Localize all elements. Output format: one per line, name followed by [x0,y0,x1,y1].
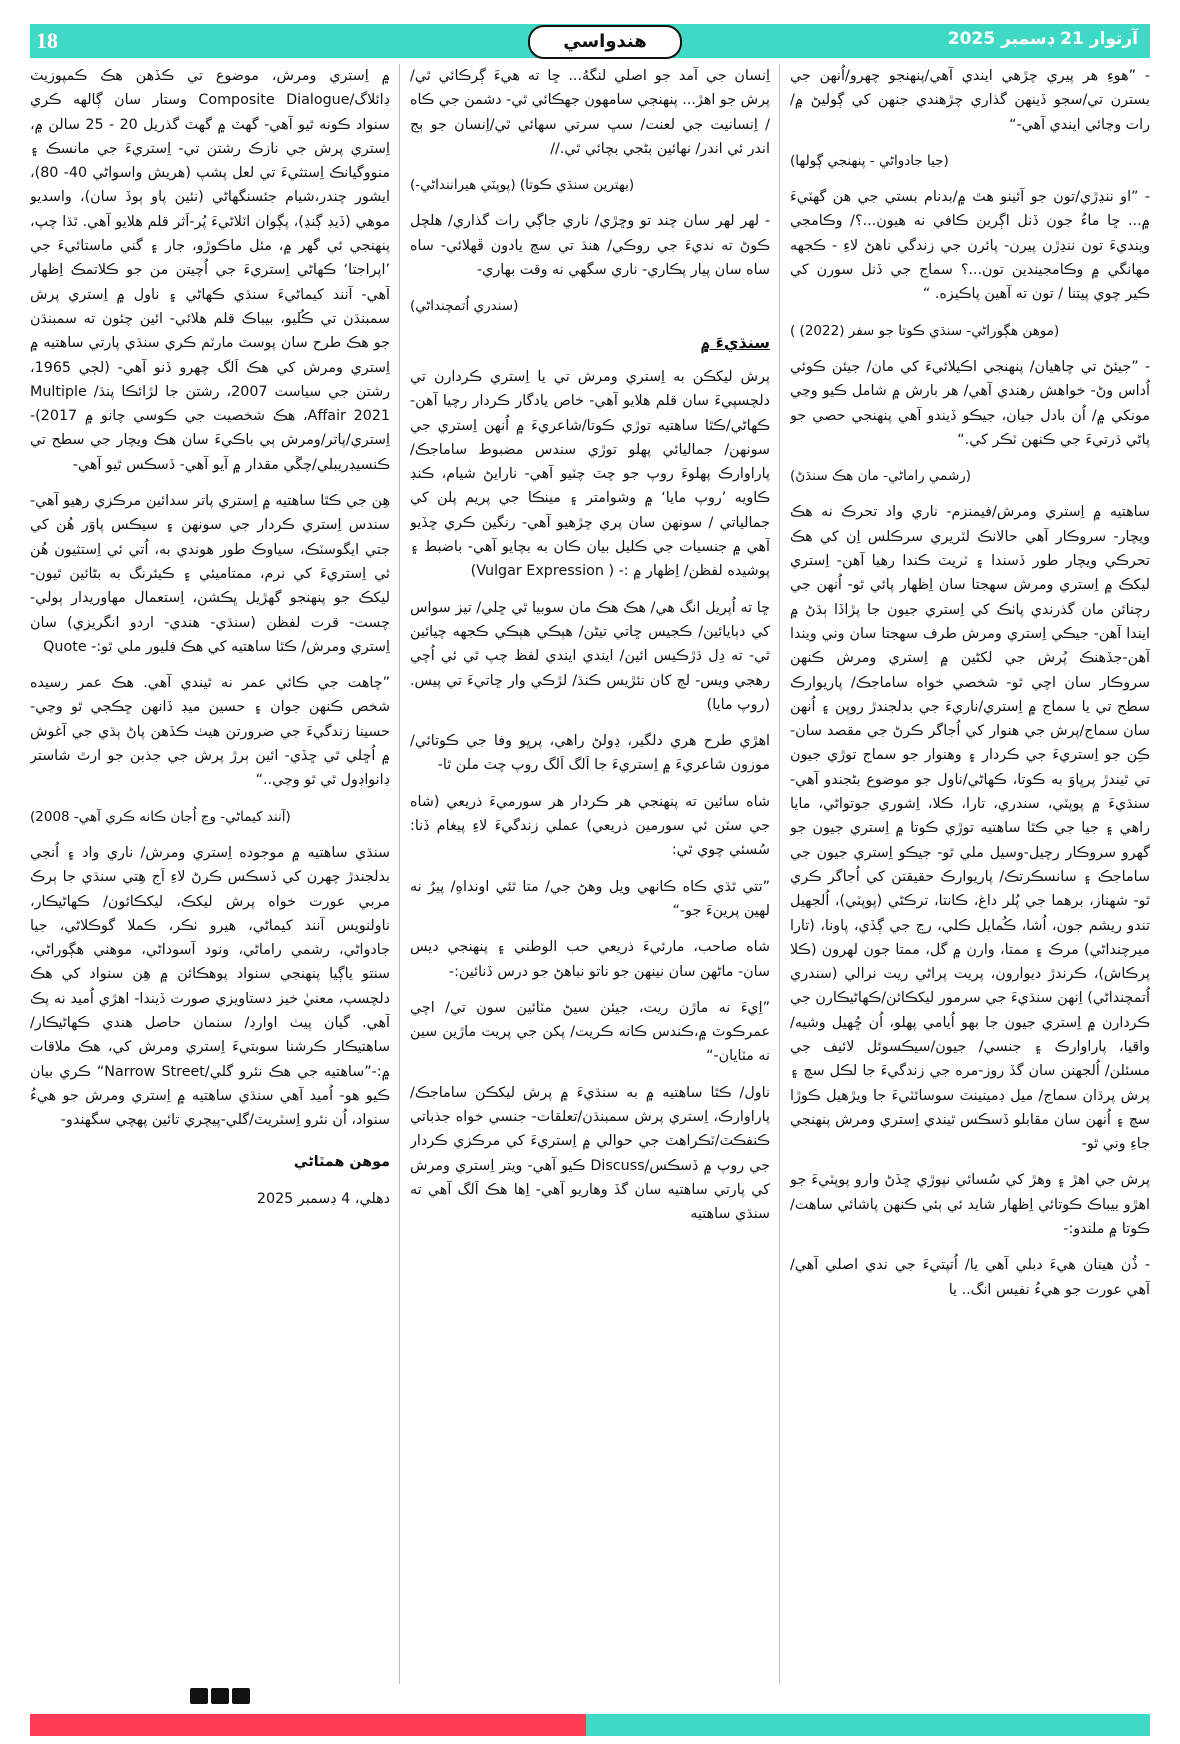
ornament-block [232,1688,250,1704]
column-right [790,64,1150,1684]
body-paragraph: اهڙي طرح هري دلگير، ڍولڻ راهي، پرڀو وفا جي ڪوتائي/ موزون شاعريءَ ۾ اِستريءَ جا اَلگ اَلگ روپ چٽ ملن ٿا- [410,733,770,774]
masthead-logo: هندواسي [528,25,682,59]
body-paragraph: هِن جي ڪٿا ساهتيه ۾ اِستري پاتر سدائين مرڪزي رهيو آهي- سندس اِستري ڪردار جي سونهن ۽ سيڪس پاوَر هُن کي جتي ايگوسٽڪ، سياوڪ طور هوندي به، اُتي ئي اِستثيون هُن ئي اِستريءَ کي نرم، ممتاميئي ۽ ڪيئرنگ به بڻائين ٿيون- ليکڪ جو پنهنجو گهڙيل ڀڪشن، اِستعمال مهاوريدار ٻولي- چست- قرت لفظن (سنڌي- هندي- اردو انگريزي) سان اِستري ومرش/ ڪٿا ساهتيه کي هڪ فليور ملي ٿو:- Quote [30,493,390,655]
poem-quote: - ”هوءِ هر پيري چڙهي ايندي آهي/پنهنجو چهرو/اُنهن جي بسترن تي/سجو ڏينهن گذاري چڙهندي جنهن کي ڳوليڻ ۾/رات وڃائي ايندي آهي-“ [790,68,1150,133]
column-divider [779,64,780,1684]
poem-quote: - ڏُن هينان هيءَ دبلي آهي يا/ اُتپتيءَ جي ندي اصلي آهي/ آهي عورت جو هيءُ نفيس انگ.. يا [790,1257,1150,1298]
column-middle [410,64,770,1684]
poem-quote: ڇا ته اُپريل انگ هي/ هڪ هڪ مان سوبيا ٿي ڇلي/ تيز سواس کي دٻايائين/ ڪجيس ڇاتي تيڻن/ هٻڪي هٻڪي ڪجهه چيائين ٿي- ته دِل ڌڙڪيس ائين/ ايندي ايندي لفظ چپ ٿي ئي اُچي رهجي ويس- لڄ کان نئڙيس ڪنڌ/ لڙڪي وار ڇاتيءَ تي پيس. (روپ مايا) [410,599,770,713]
body-paragraph: سنڌي ساهتيه ۾ موجوده اِستري ومرش/ ناري واد ۽ اُنجي بدلجندڙ چهرن کي ڏسڪس ڪرڻ لاءِ اَج هِتي سنڌي جا ٻرڪ مربي عورت خواه پرش ليکڪ، ليکڪائون/ ڪهاڻيڪار، ناولنويس آنند کيماڻي، هيرو ٺڪر، ڪملا گوڪلاڻي، جيا جادواڻي، رشمي راماڻي، ونود آسوداڻي، موهني هڳوراڻي، سنتو ياڳيا پنهنجي سنواد پوهڪائن ۾ هِن سنواد کي هڪ دلچسپ، معنيٰ خيز دستاويزي صورت ڏيندا- اهڙي اُميد نه پڪ آهي. گيان پيٺ اوارڊ/ سنمان حاصل هندي ڪهاڻيڪار/ ساهتيڪار ڪرشنا سوبتيءَ اِستري ومرش کي، هڪ ملاقات ۾:-”ساهتيه جي هڪ نئرو گلي/Narrow Street“ ڪري بيان ڪيو هو- اُميد آهي سنڌي ساهتيه ۾ اِستري ومرش جو هيءُ سنواد، اُن نئرو اِسٽريٽ/گلي-پيچري تائين پهچي سگهندو- [30,844,390,1129]
page-number: 18 [36,28,58,53]
ornament-block [211,1688,229,1704]
ornament-block [190,1688,208,1704]
quote-attribution: (رشمي راماڻي- مان هڪ سنڌڻ) [790,468,972,485]
poem-quote: - لهر لهر سان چند تو وڇڙي/ ناري جاڳي رات گذاري/ هلچل ڪوڻ ته نديءَ جي روڪي/ هنڌ تي سڄ يادون ڦهلائي- ساه ساه سان پيار پڪاري- ناري سگهي نه وقت بهاري- [410,213,770,279]
body-paragraph: ۾ اِستري ومرش، موضوع تي ڪڏهن هڪ ڪمپوزيٽ ڊائلاگ/Composite Dialogue وستار سان ڳالهه ڪري سنواد ڪونه ٿيو آهي- گهٽ ۾ گهٽ گذريل 20 - 25 سالن ۾، اِستري پرش جي نازڪ رشتن تي- اِستريءَ جي مانسڪ ۽ منووگيانڪ اِستثيءَ تي لعل پشپ (هريش واسواڻي 40- 80)، ايشور چندر،شيام جئسنگهاڻي (نئين پاو ٻوڏ سان)، واسديو موهي (ڏيڊ ڳنڍ)، پڳوان اٽلاڻيءَ پُر-اَثر قلم هلايو آهي. ٿڌا چپ، پنهنجي ئي گهر ۾، مئل ماڪوڙو، جار ۽ گني ماستائيءَ جي ’اپراجتا‘ ڪهاڻي اِستريءَ جي اُچيتن من جو ڪلاتمڪ اِظهار آهي- آنند کيماڻيءَ سنڌي ڪهاڻي ۽ ناول ۾ اِستري پرش سمبنڌن تي ڪُليو، بيباڪ قلم هلائي- ائين چئون ته سمبنڌن جو هڪ طرح سان پوسٽ مارٽم ڪري سنڌي پارتي ساهتيه ۾ اِستري ومرش کي هڪ اَلگ چهرو ڏنو آهي- (لڄي 1965، رشتن جي سياست 2007، رشتن جا لڙائڪا پنڌ/ Multiple Affair 2021، هڪ شخصيت جي ڪوسي چانو ۾ 2017)- اِستري/پاتر/ومرش ٻي باڪيءَ سان هڪ ويچار جي سطح تي ڪنسيڊريبلي/چڱي مقدار ۾ آيو آهي- ڏسڪس ٿيو آهي- [30,68,390,473]
poem-quote: ”اِيءَ نه ماڙن ريت، جيئن سيڻ مٽائين سون تي/ اچي عمرڪوٽ ۾،ڪندس ڪانه ڪريت/ پکن جي پريت ماڙين سين نه مٽايان-“ [410,999,770,1065]
quote-attribution: (بهترين سنڌي ڪوتا) (پوپٽي هيراننداڻي-) [410,177,635,194]
article-columns [30,64,1150,1684]
quote-attribution: (سندري اُتمچنداڻي) [410,298,519,315]
column-divider [399,64,400,1684]
column-left [30,64,390,1684]
footer-bar-red [30,1714,586,1736]
body-paragraph: ساهتيه ۾ اِستري ومرش/فيمنزم- ناري واد تحرڪ نه هڪ ويچار- سروڪار آهي حالانڪ لٽريري سرڪلس اِن کي هڪ تحرڪي ويچار طور ڏسندا ۽ ٽريٽ ڪندا رهيا آهن- اِستري ليکڪ ۾ اِستري ومرش سهجتا سان اِظهار پائي ٿو- اُنهن جي رچنائن مان گذرندي پاٺڪ کي اِستري جيون جا پڙاڏا ٻڌڻ ۾ ايندا آهن- جيڪي اِستري ومرش طرف سهجتا سان وني ويندا آهن-جڏهنڪ پُرش جي لکڻين ۾ اِستري ومرش ڪنهن سروڪار سان اچي ٿو- شخصي خواه ساماجڪ/ پاريوارڪ سطح تي يا سماج ۾ اِستري/ناريءَ جي بدلجندڙ روپن ۽ اُنهن سان سماج/پرش جي هنوار کي اُجاگر ڪرڻ جي مقصد سان- ڪِن جو اِستريءَ جي ڪردار ۽ وهنوار جو سماج توڙي جيون تي ٿيندڙ پرڀاوَ به ڪوتا، ڪهاڻي/ناول جو موضوع بڻجندو آهي- سنڌيءَ ۾ پوپٽي، سندري، تارا، ڪلا، اِشوري جوتواڻي، مايا راهي ۽ جيا جي ڪٿا ساهتيه توڙي ڪوتا ۾ اِستري جيون جو گهرو سروڪار رچيل-وسيل ملي ٿو- جيڪو اِستري جيون جي ساماجڪ ۽ سانسڪرتڪ/ پاريوارڪ حقيقتن کي اُجاگر ڪري ٿو- شهناز، برهما جي پُلر داغ، ڪانتا، ترڪڻي (پوپٽي)، اُلجهيل تندو ريشم جون، اُشا، ڪُمايل ڪلي، رڃ جي ڳڏي، پاونا، (تارا ميرچنداڻي) مرڪ ۽ ممتا، وارن ۾ گل، ممتا جون لهرون (ڪلا پرڪاش)، ڪرندڙ ديوارون، پريت پراڻي ريت نرالي (سندري اُتمچنداڻي) اِنهن سنڌيءَ جي سرمور ليکڪائن/ڪهاڻيڪارن جي ڪردارن ۾ اِستري جيون جا بهو اُيامي پهلو، اُن ڇُهيل وشيه/ واقيا، پاراوارڪ ۽ جنسي/ جيون/سيڪسوئل لائيف جي مسئلن/ اُلجهنن سان گڏ روز-مره جي زندگيءَ جا لڪل سچ ۽ پرش پرڌان سماج/ ميل ڊمينينٽ سوسائٽيءَ جا ويڙهيل ڪوڙا سچ ۽ اُنهن سان مقابلو ڏسڪس ٿيندي اِستري ومرش پنهنجي جاءِ وني ٿو- [790,504,1150,1153]
footer-bar-teal [586,1714,1150,1736]
end-ornament [190,1688,254,1706]
header-bar [30,24,1150,58]
quote-attribution: (جيا جادواڻي - پنهنجي ڳولها) [790,152,949,169]
section-heading: سنڌيءَ ۾ [700,332,770,352]
body-paragraph: شاه سائين ته پنهنجي هر ڪردار هر سورميءَ ذريعي (شاه جي سٽن ئي سورمين ذريعي) عملي زندگيءَ لاءِ پيغام ڏنا: سُسئي چوي ٿي: [410,793,770,859]
poem-quote: اِنسان جي آمد جو اصلي لنگهُ... ڇا ته هيءَ ڳرڪائي ٿي/ پرش جو اهڙ... پنهنجي سامهون جهڪائي ٿي- دشمن جي ڪاه / اِنسانيت جي لعنت/ سڀ سرتي سهائي ٿي/اِنسان جو ٻج اندر ئي اندر/ نهائين بڻجي بچائي ٿي.// [410,68,770,157]
dateline: دهلي، 4 ڊسمبر 2025 [256,1190,390,1207]
poem-quote: ”تتي ٿڌي ڪاه ڪانهي ويل وهڻ جي/ متا ٿئي اونداهِ/ پيرُ نه لهين پرينءَ جو-“ [410,878,770,919]
body-paragraph: ناول/ ڪٿا ساهتيه ۾ به سنڌيءَ ۾ پرش ليکڪن ساماجڪ/پاراوارڪ، اِستري پرش سمبنڌن/تعلقات- جنسي خواه جذباتي ڪنفڪٽ/ٽڪراهٽ جي حوالي ۾ اِستريءَ کي مرڪزي ڪردار جي روپ ۾ ڏسڪس/Discuss ڪيو آهي- ويتر اِستري ومرش کي پارتي ساهتيه سان گڏ وهاريو آهي- اِها هڪ اَلگ آهي ته سنڌي ساهتيه [410,1084,770,1223]
quote-attribution: (آنند کيماڻي- وڃ اُجان ڪانه ڪري آهي- 2008) [30,808,291,825]
quote-attribution: (موهن هڳوراڻي- سنڌي ڪوتا جو سفر (2022) ) [790,322,1060,339]
body-paragraph: شاه صاحب، مارئيءَ ذريعي حب الوطني ۽ پنهنجي ديس سان- ماڻهن سان نينهن جو ناتو نباهڻ جو درس ڏنائين:- [410,939,770,980]
body-paragraph: پرش ليکڪن به اِستري ومرش تي يا اِستري ڪردارن تي دلچسپيءَ سان قلم هلايو آهي- خاص يادگار ڪردار رچيا آهن- ڪهاڻي/ڪٿا ساهتيه توڙي ڪوتا/شاعريءَ ۾ اُنهن اِستري جي سونهن/ جماليائي پهلو توڙي سندس مضبوط ساماجڪ/ پاراوارڪ پهلوءَ روپ جو چٽ چٽيو آهي- نارايڻ شيام، ڪنڊ ڪاويه ’روپ مايا‘ ۾ وشوامتر ۽ مينڪا جي پريم پلن کي جمالياتي / سونهن سان پري چڙهيو آهي- رنگين ڪري ڇڏيو آهي ۾ جنسيات جي ڪليل بيان ڪان به بچايو آهي- باضبط ۽ پوشيده لفظن/ اِظهار ۾ :- ( Vulgar Expression) [410,368,770,580]
author-byline: موهن همٿاڻي [293,1154,390,1171]
body-paragraph: پرش جي اهڙ ۽ وهڙ کي سُسائي نپوڙي ڇڏڻ وارو پوپٽيءَ جو اهڙو بيباڪ ڪوتائي اِظهار شايد ئي ٻئي ڪنهن پاشائي ساهت/ڪوتا ۾ ملندو:- [790,1172,1150,1238]
novel-quote: ”چاهت جي ڪائي عمر نه ٿيندي آهي. هڪ عمر رسيده شخص ڪنهن جوان ۽ حسين ميڊ ڏانهن ڇڪجي ٿو وڃي- حسينا زندگيءَ جي ضرورتن هيٺ ڪڏهن پاڻ ٻڌي جي آغوش ۾ اُڇلي ٿي ڇڏي- ائين ٻرڙ پرش جي جذبن جو ارٿ شاستر ڊانواڊول ٿي ٿو وڃي..“ [30,675,390,789]
poem-quote: - ”او ننڍڙي/تون جو آئينو هٿ ۾/بدنام بستي جي هن گهٽيءَ ۾... ڇا ماءُ جون ڏنل اڳرين ڪافي نه هيون...؟/ وڪامجي وينديءَ تون ننڍڙن پيرن- پائرن جي زندگي ناهڻ لاءِ - ڪجهه مهانگي ۾ وڪامجيندين تون...؟ سماج جي ڏنل سورن کي ڪير چوي پيتنا / تون ته آهين پاڪيزه. “ [790,189,1150,303]
poem-quote: - ”جيئڻ تي چاهيان/ پنهنجي اڪيلائيءَ کي مان/ جيئن ڪوئي اُداس وڻ- خواهش رهندي آهي/ هر بارش ۾ شامل ڪيو وڃي مونکي ۾/ اُن بادل جيان، جيڪو ڏيندو آهي پنهنجي حصي جو پاڻي ڌرتيءَ جي ڪنهن ٽڪر کي.“ [790,358,1150,448]
header-date: آرتوار 21 ڊسمبر 2025 [947,29,1138,49]
